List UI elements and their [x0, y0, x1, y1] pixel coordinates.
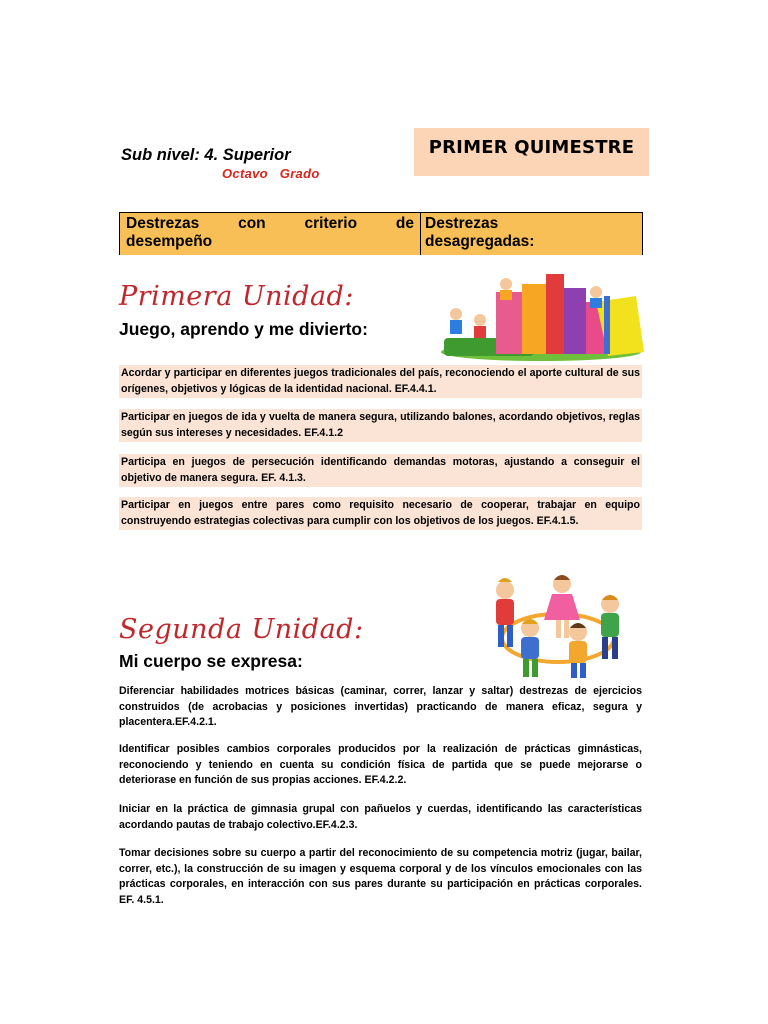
children-dancing-circle-illustration [470, 570, 645, 680]
table-left-line2: desempeño [126, 233, 213, 250]
unidad1-title: Primera Unidad: [119, 281, 354, 312]
destrezas-table-header [119, 212, 643, 255]
unidad2-subtitle: Mi cuerpo se expresa: [119, 651, 303, 671]
unidad2-item: Tomar decisiones sobre su cuerpo a partir del reconocimiento de su competencia motriz (jugar, bailar, correr, etc.), la construcción de su imagen y esquema corporal y de los vínculos emocionales con las prácticas corporales, en interacción con sus pares durante su participación en prácticas corporales. EF. 4.5.1. [119, 847, 642, 906]
unidad1-item: Acordar y participar en diferentes juegos tradicionales del país, reconociendo el aporte cultural de sus orígenes, objetivos y lógicas de la identidad nacional. EF.4.4.1. [119, 365, 642, 398]
table-left-word: de [395, 215, 414, 232]
unidad1-subtitle: Juego, aprendo y me divierto: [119, 319, 368, 339]
table-cell-right [421, 213, 642, 255]
unidad2-item: Diferenciar habilidades motrices básicas (caminar, correr, lanzar y saltar) destrezas de ejercicios construidos (de acrobacias y posiciones invertidas) practicando de manera eficaz, segura y placentera.EF.4.2.1. [119, 685, 642, 728]
quimestre-title: PRIMER QUIMESTRE [428, 137, 635, 158]
unidad2-title: Segunda Unidad: [119, 614, 364, 645]
table-cell-left [120, 213, 421, 255]
quimestre-box [414, 128, 649, 176]
unidad2-item: Identificar posibles cambios corporales producidos por la realización de prácticas gimnásticas, reconociendo y teniendo en cuenta su condición física de partida que se puede mejorarse o deteriorase en función de sus propias acciones. EF.4.2.2. [119, 743, 642, 786]
sub-nivel-label: Sub nivel: 4. Superior [121, 146, 291, 164]
unidad1-item: Participa en juegos de persecución identificando demandas motoras, ajustando a conseguir el objetivo de manera segura. EF. 4.1.3. [119, 454, 642, 487]
books-and-children-illustration [436, 262, 646, 362]
table-left-word: criterio [304, 215, 358, 232]
table-right-line1: Destrezas [425, 215, 499, 232]
table-right-line2: desagregadas: [425, 233, 535, 250]
unidad1-item: Participar en juegos entre pares como requisito necesario de cooperar, trabajar en equipo construyendo estrategias colectivas para cumplir con los objetivos de los juegos. EF.4.1.5. [119, 497, 642, 530]
table-left-word: Destrezas [126, 215, 200, 232]
grado-label: Octavo Grado [222, 166, 320, 181]
unidad2-item: Iniciar en la práctica de gimnasia grupal con pañuelos y cuerdas, identificando las características acordando pautas de trabajo colectivo.EF.4.2.3. [119, 803, 642, 831]
table-left-word: con [238, 215, 266, 232]
unidad1-item: Participar en juegos de ida y vuelta de manera segura, utilizando balones, acordando objetivos, reglas según sus intereses y necesidades. EF.4.1.2 [119, 409, 642, 442]
